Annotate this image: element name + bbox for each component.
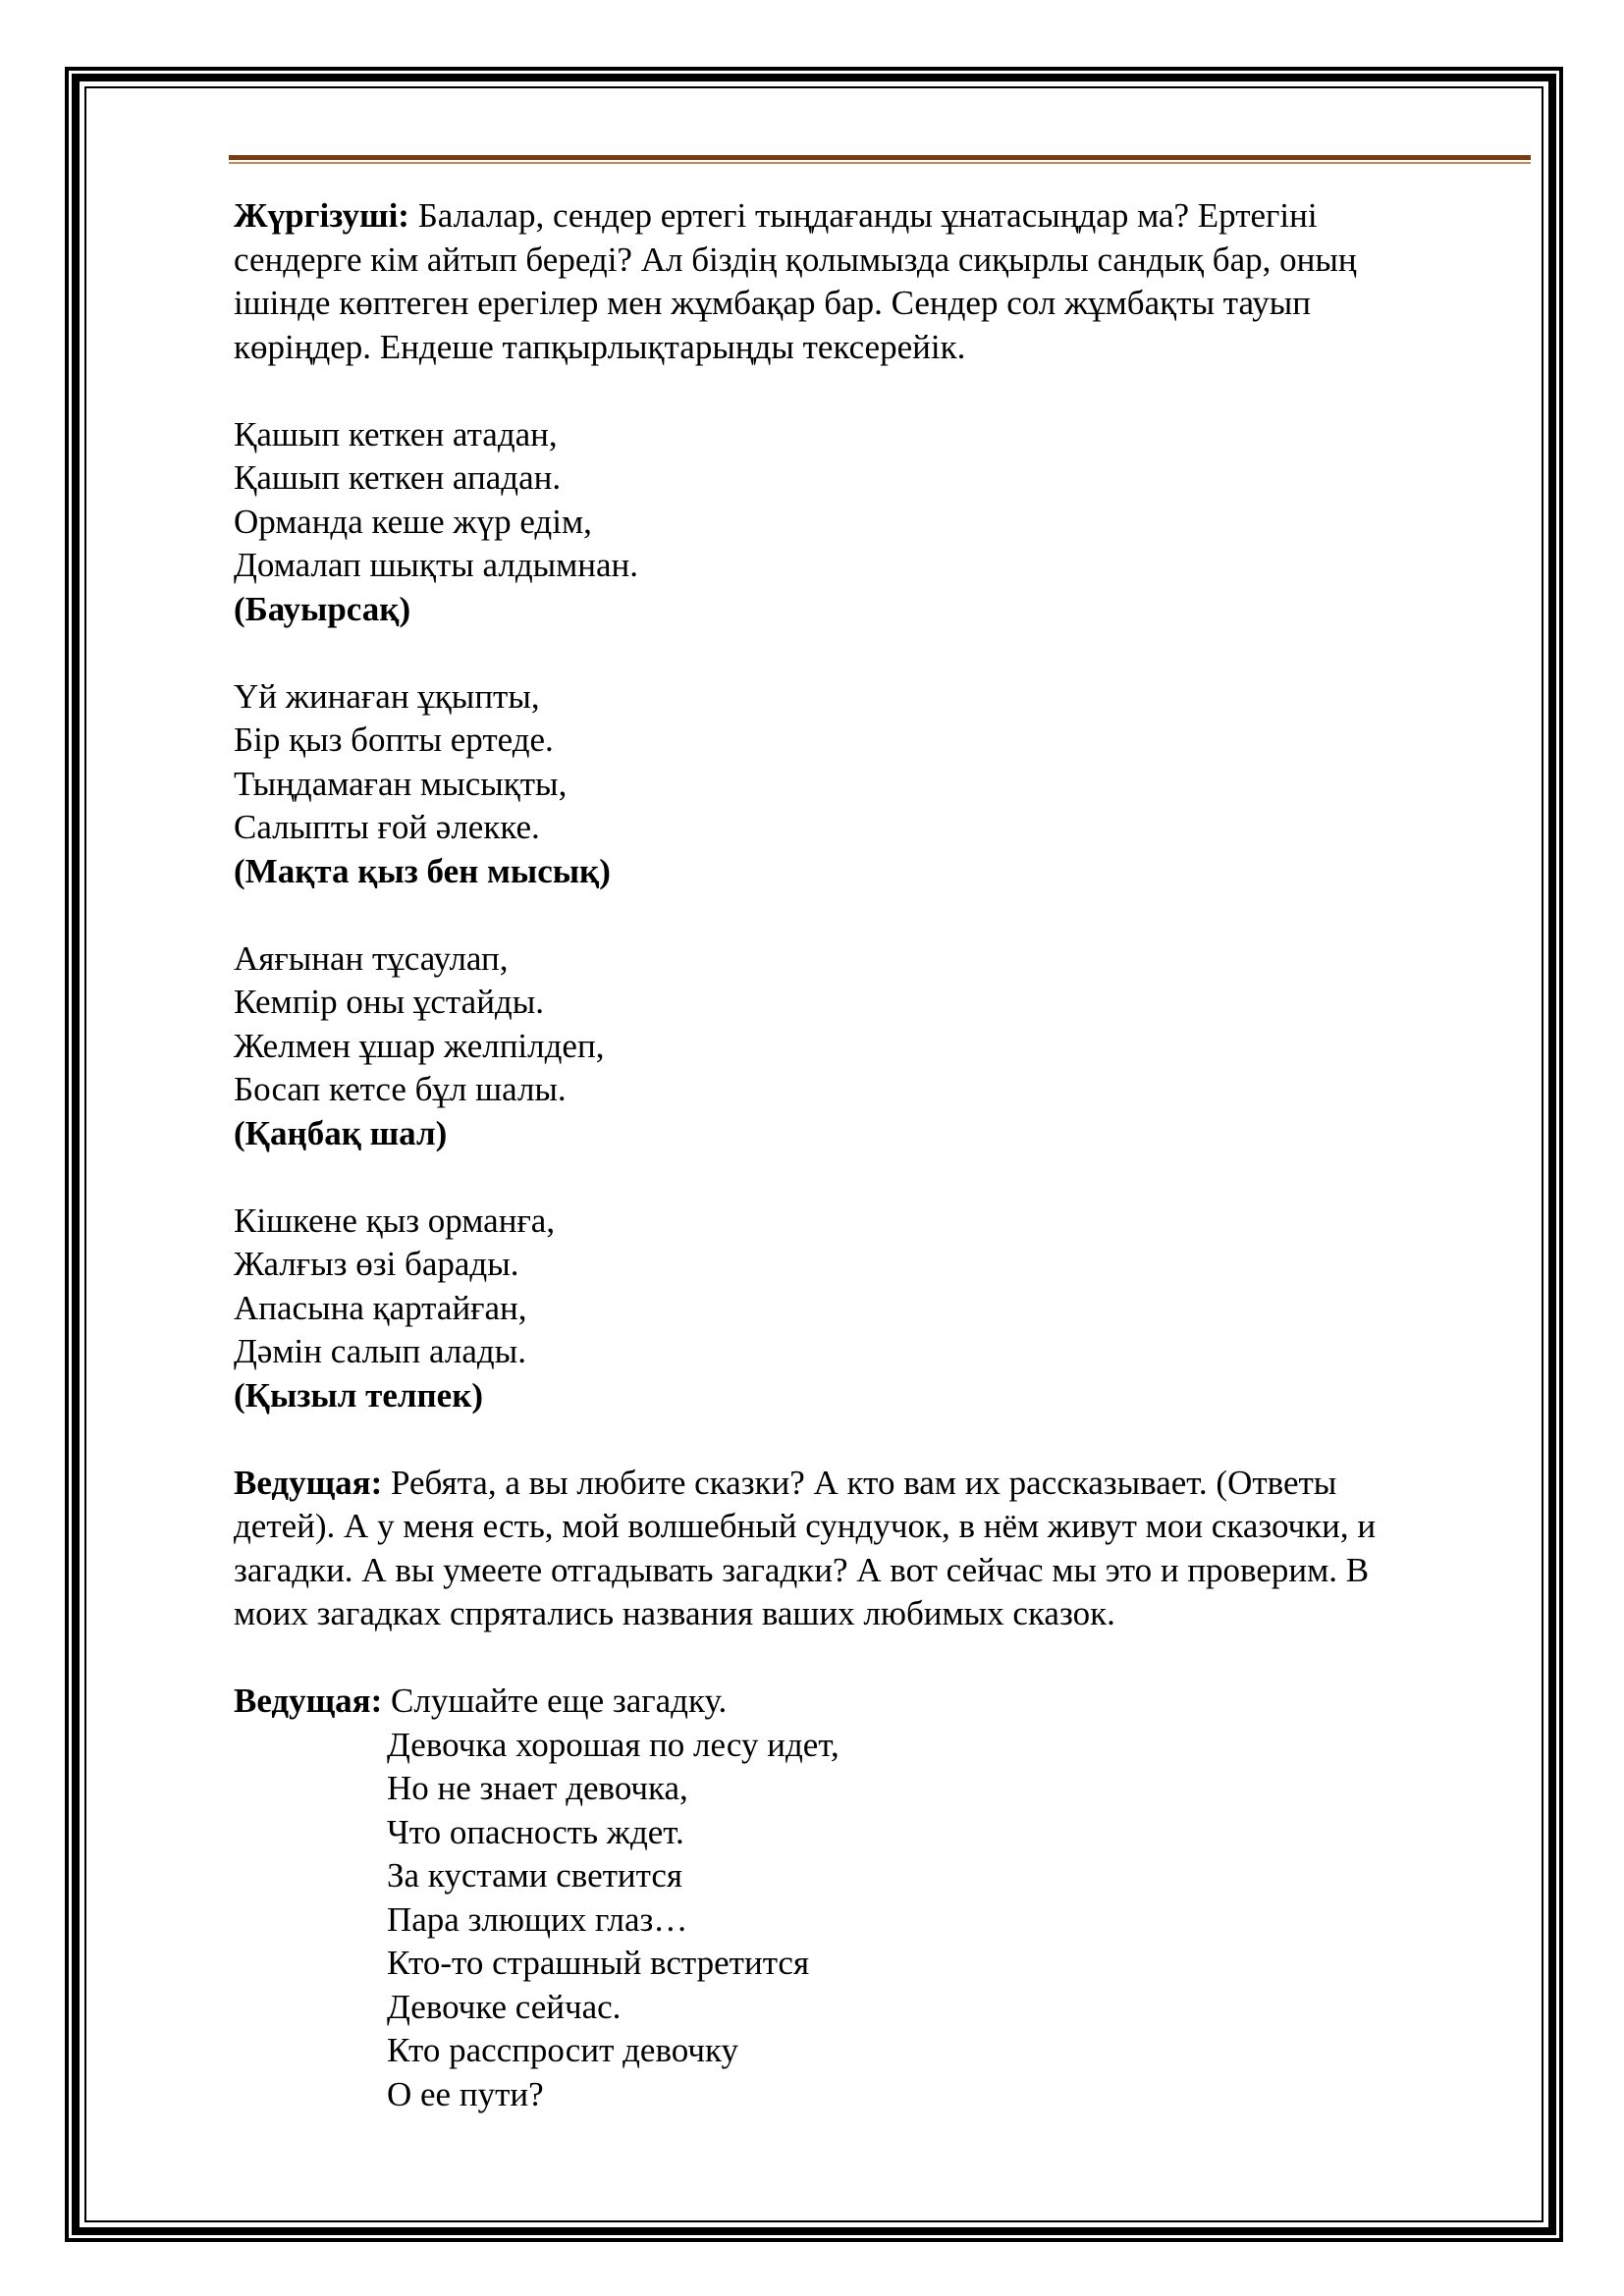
ru-intro-paragraph	[234, 1462, 1530, 1636]
riddle-line: За кустами светится	[387, 1856, 683, 1895]
riddle-line: Тыңдамаған мысықты,	[234, 764, 568, 803]
riddle-line: Босап кетсе бұл шалы.	[234, 1070, 567, 1108]
riddle-line: Пара злющих глаз…	[387, 1899, 688, 1939]
header-rule-thick	[229, 155, 1531, 160]
speaker-label: Жүргізуші:	[234, 196, 409, 235]
riddle-4	[234, 1200, 1530, 1418]
riddle-line: Кто-то страшный встретится	[387, 1944, 810, 1982]
header-rule	[229, 155, 1531, 165]
riddle-line: Девочка хорошая по лесу идет,	[387, 1725, 839, 1764]
text-line: сендерге кім айтып береді? Ал біздің қолымызда сиқырлы сандық бар, оның	[234, 240, 1357, 279]
riddle-3	[234, 937, 1530, 1156]
speaker-label: Ведущая:	[234, 1463, 383, 1502]
riddle-line: Но не знает девочка,	[387, 1769, 688, 1807]
speaker-label: Ведущая:	[234, 1682, 383, 1720]
text-line: загадки. А вы умеете отгадывать загадки? А вот сейчас мы это и проверим. В	[234, 1550, 1370, 1589]
riddle-2	[234, 675, 1530, 894]
riddle-line: О ее пути?	[387, 2074, 544, 2113]
riddle-line: Қашып кеткен атадан,	[234, 414, 558, 454]
text-line: Ребята, а вы любите сказки? А кто вам их рассказывает. (Ответы	[382, 1463, 1337, 1502]
text-line: көріңдер. Ендеше тапқырлықтарыңды тексерейік.	[234, 327, 966, 366]
riddle-answer: (Бауырсақ)	[234, 589, 411, 628]
riddle-line: Апасына қартайған,	[234, 1288, 527, 1327]
text-line: детей). А у меня есть, мой волшебный сундучок, в нём живут мои сказочки, и	[234, 1507, 1377, 1545]
riddle-line: Девочке сейчас.	[387, 1987, 622, 2026]
riddle-line: Жалғыз өзі барады.	[234, 1245, 519, 1283]
riddle-answer: (Қызыл телпек)	[234, 1375, 484, 1415]
riddle-line: Что опасность ждет.	[387, 1812, 684, 1851]
riddle-line: Орманда кеше жүр едім,	[234, 502, 592, 541]
riddle-line: Желмен ұшар желпілдеп,	[234, 1026, 605, 1065]
riddle-line: Кішкене қыз орманға,	[234, 1201, 556, 1240]
riddle-1	[234, 413, 1530, 632]
text-line: Слушайте еще загадку.	[382, 1682, 728, 1720]
riddle-line: Аяғынан тұсаулап,	[234, 938, 509, 978]
text-line: ішінде көптеген ерегілер мен жұмбақар бар. Сендер сол жұмбақты тауып	[234, 284, 1311, 322]
kz-intro-paragraph	[234, 194, 1530, 369]
header-rule-thin	[229, 162, 1531, 164]
text-line: моих загадках спрятались названия ваших любимых сказок.	[234, 1594, 1115, 1632]
riddle-line: Бір қыз бопты ертеде.	[234, 721, 554, 759]
text-line: Балалар, сендер ертегі тыңдағанды ұнатасыңдар ма? Ертегіні	[408, 196, 1318, 235]
riddle-line: Домалап шықты алдымнан.	[234, 546, 639, 584]
riddle-line: Дәмін салып алады.	[234, 1332, 526, 1370]
riddle-answer: (Қаңбақ шал)	[234, 1113, 448, 1152]
document-body	[234, 194, 1530, 2116]
riddle-line: Кемпір оны ұстайды.	[234, 983, 544, 1021]
riddle-answer: (Мақта қыз бен мысық)	[234, 851, 611, 890]
riddle-line: Салыпты ғой әлекке.	[234, 808, 540, 846]
ru-riddle	[234, 1680, 1530, 2116]
riddle-line: Қашып кеткен ападан.	[234, 458, 562, 497]
riddle-line: Үй жинаған ұқыпты,	[234, 676, 540, 716]
riddle-line: Кто расспросит девочку	[387, 2031, 738, 2069]
